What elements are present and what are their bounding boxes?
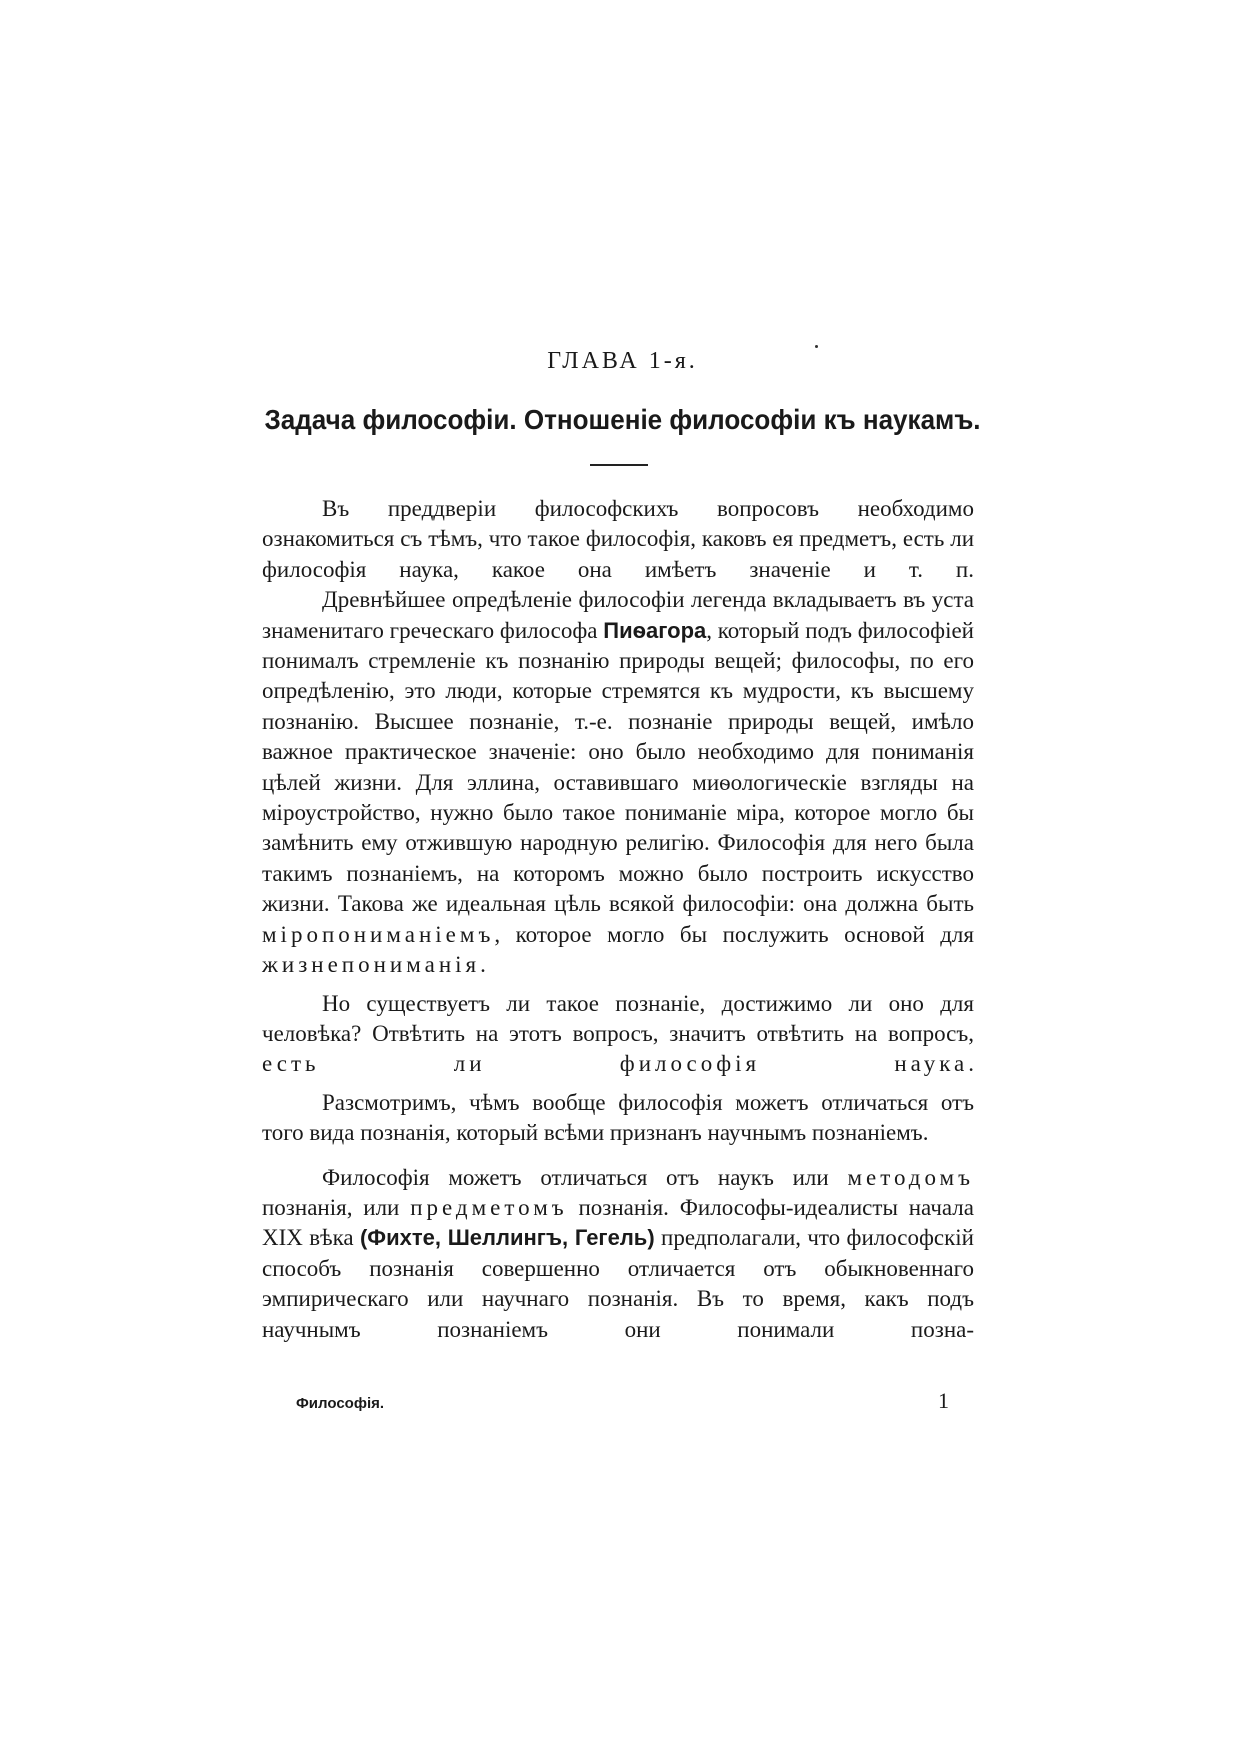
title-divider bbox=[590, 464, 648, 466]
paragraph-5-term-method: методомъ bbox=[847, 1164, 974, 1190]
paragraph-3 bbox=[262, 989, 974, 1080]
paragraph-2-name-pythagoras: Пиѳагора bbox=[603, 617, 707, 643]
paragraph-2-text-b: , который подъ философіей понималъ стремленіе къ познанію природы вещей; философы, по его опредѣленію, это люди, которые стремятся къ мудрости, къ высшему познанію. Высшее познаніе, т.-е. познаніе природы вещей, имѣло важное практическое значеніе: оно было необходимо для пониманія цѣлей жизни. Для эллина, оставившаго миѳологическіе взгляды на міроустройство, нужно было такое пониманіе міра, которое могло бы замѣнить ему отжившую народную религію. Философія для него была такимъ познаніемъ, на которомъ можно было построить искусство жизни. Такова же идеальная цѣль всякой философіи: она должна быть bbox=[262, 617, 974, 917]
paragraph-5 bbox=[262, 1163, 974, 1345]
paragraph-3-term: есть ли философія наука bbox=[262, 1051, 969, 1077]
paragraph-5-text-b: познанія, или bbox=[262, 1194, 411, 1220]
chapter-title: Задача философіи. Отношеніе философіи къ наукамъ. bbox=[264, 404, 981, 435]
paragraph-5-text-c: познанія. Философы-идеалисты начала XIX вѣка bbox=[262, 1194, 974, 1251]
paragraph-4: Разсмотримъ, чѣмъ вообще философія можетъ отличаться отъ того вида познанія, который всѣми признанъ научнымъ познаніемъ. bbox=[262, 1089, 974, 1146]
body-text bbox=[262, 494, 974, 1345]
paragraph-5-term-subject: предметомъ bbox=[410, 1194, 568, 1220]
paragraph-2-term-lifeview: жизнепониманія bbox=[262, 952, 481, 978]
running-title: Философія. bbox=[296, 1395, 385, 1412]
paragraph-5-names: (Фихте, Шеллингъ, Гегель) bbox=[359, 1225, 655, 1251]
paragraph-2-text-c: , которое могло бы послужить основой для bbox=[494, 921, 974, 947]
paragraph-2-text-d: . bbox=[480, 952, 486, 978]
paragraph-5-text-a: Философія можетъ отличаться отъ наукъ или bbox=[322, 1164, 848, 1190]
paragraph-5-text-d: предполагали, что философскій способъ познанія совершенно отличается отъ обыкновеннаго эмпирическаго или научнаго познанія. Въ то время, какъ подъ научнымъ познаніемъ они понимали позна- bbox=[262, 1225, 974, 1342]
paragraph-3-text-a: Но существуетъ ли такое познаніе, достижимо ли оно для человѣка? Отвѣтить на этотъ вопросъ, значитъ отвѣтить на вопросъ, bbox=[262, 990, 974, 1046]
paragraph-2 bbox=[262, 585, 974, 980]
page-number: 1 bbox=[938, 1388, 949, 1413]
paragraph-2-term-worldview: міропониманіемъ bbox=[262, 921, 495, 947]
paragraph-3-text-b: . bbox=[968, 1051, 974, 1077]
paragraph-2-text-a: Древнѣйшее опредѣленіе философіи легенда вкладываетъ въ уста знаменитаго греческаго философа bbox=[262, 587, 974, 643]
paragraph-1: Въ преддверіи философскихъ вопросовъ необходимо ознакомиться съ тѣмъ, что такое философія, каковъ ея предметъ, есть ли философія наука, какое она имѣетъ значеніе и т. п. bbox=[262, 496, 974, 582]
chapter-label: ГЛАВА 1-я. bbox=[547, 348, 698, 374]
